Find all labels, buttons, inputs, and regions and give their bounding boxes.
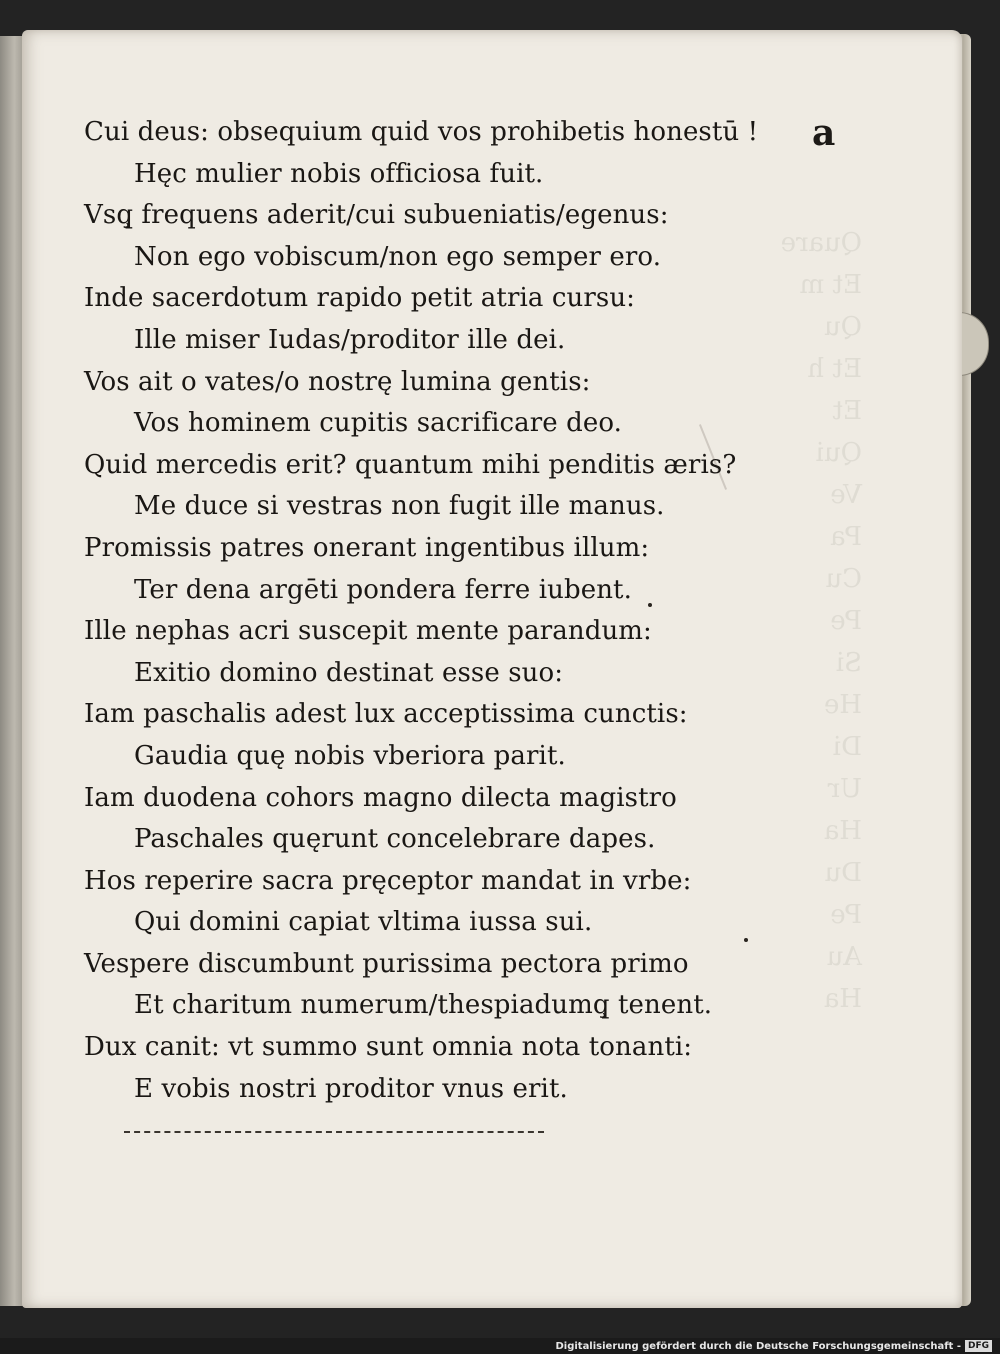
verse-line: Ter dena argēti pondera ferre iubent. — [134, 574, 632, 605]
digitization-footer — [555, 1339, 992, 1353]
verse-line: Cui deus: obsequium quid vos prohibetis honestū ! — [84, 117, 759, 147]
verse-line: Qui domini capiat vltima iussa sui. — [134, 907, 593, 938]
verse-line: Promissis patres onerant ingentibus illum: — [84, 532, 650, 563]
dfg-logo: DFG — [965, 1340, 992, 1352]
verse-line: Vos ait o vates/o nostrę lumina gentis: — [84, 366, 591, 397]
funding-credit: Digitalisierung gefördert durch die Deutsche Forschungsgemeinschaft - — [555, 1340, 961, 1352]
verse-line: Exitio domino destinat esse suo: — [134, 657, 564, 688]
verse-line: Paschales quęrunt concelebrare dapes. — [134, 824, 656, 855]
underline-mark — [124, 1131, 544, 1133]
ink-speck — [648, 603, 652, 607]
verse-line: Dux canit: vt summo sunt omnia nota tonanti: — [84, 1032, 693, 1063]
verse-text — [84, 112, 784, 1110]
verse-line: Ille nephas acri suscepit mente parandum: — [84, 616, 652, 647]
verse-line: Iam duodena cohors magno dilecta magistro — [84, 782, 677, 813]
verse-line: Vespere discumbunt purissima pectora primo — [84, 948, 689, 979]
verse-line: Quid mercedis erit? quantum mihi penditis æris? — [84, 449, 737, 480]
verse-line: Hęc mulier nobis officiosa fuit. — [134, 158, 544, 189]
verse-line: E vobis nostri proditor vnus erit. — [134, 1073, 568, 1104]
signature-mark: a — [812, 112, 835, 154]
verse-line: Inde sacerdotum rapido petit atria cursu: — [84, 283, 636, 314]
verse-line: Hos reperire sacra pręceptor mandat in vrbe: — [84, 865, 692, 896]
ink-speck — [744, 938, 748, 942]
verse-line: Vos hominem cupitis sacrificare deo. — [134, 408, 623, 439]
verse-line: Ille miser Iudas/proditor ille dei. — [134, 324, 566, 355]
bleed-through-text: Quare Et m Qu Et h Et Qui Ve Pa Cu Pe Si He Di Ur Ha Du Pe Au Ha — [780, 228, 862, 1014]
verse-line: Iam paschalis adest lux acceptissima cunctis: — [84, 699, 688, 730]
verse-line: Gaudia quę nobis vberiora parit. — [134, 740, 566, 771]
verse-line: Non ego vobiscum/non ego semper ero. — [134, 241, 662, 272]
verse-line: Me duce si vestras non fugit ille manus. — [134, 491, 665, 522]
verse-line: Vsq̧ frequens aderit/cui subueniatis/egenus: — [84, 200, 669, 231]
verse-line: Et charitum numerum/thespiadumq̧ tenent. — [134, 990, 713, 1021]
